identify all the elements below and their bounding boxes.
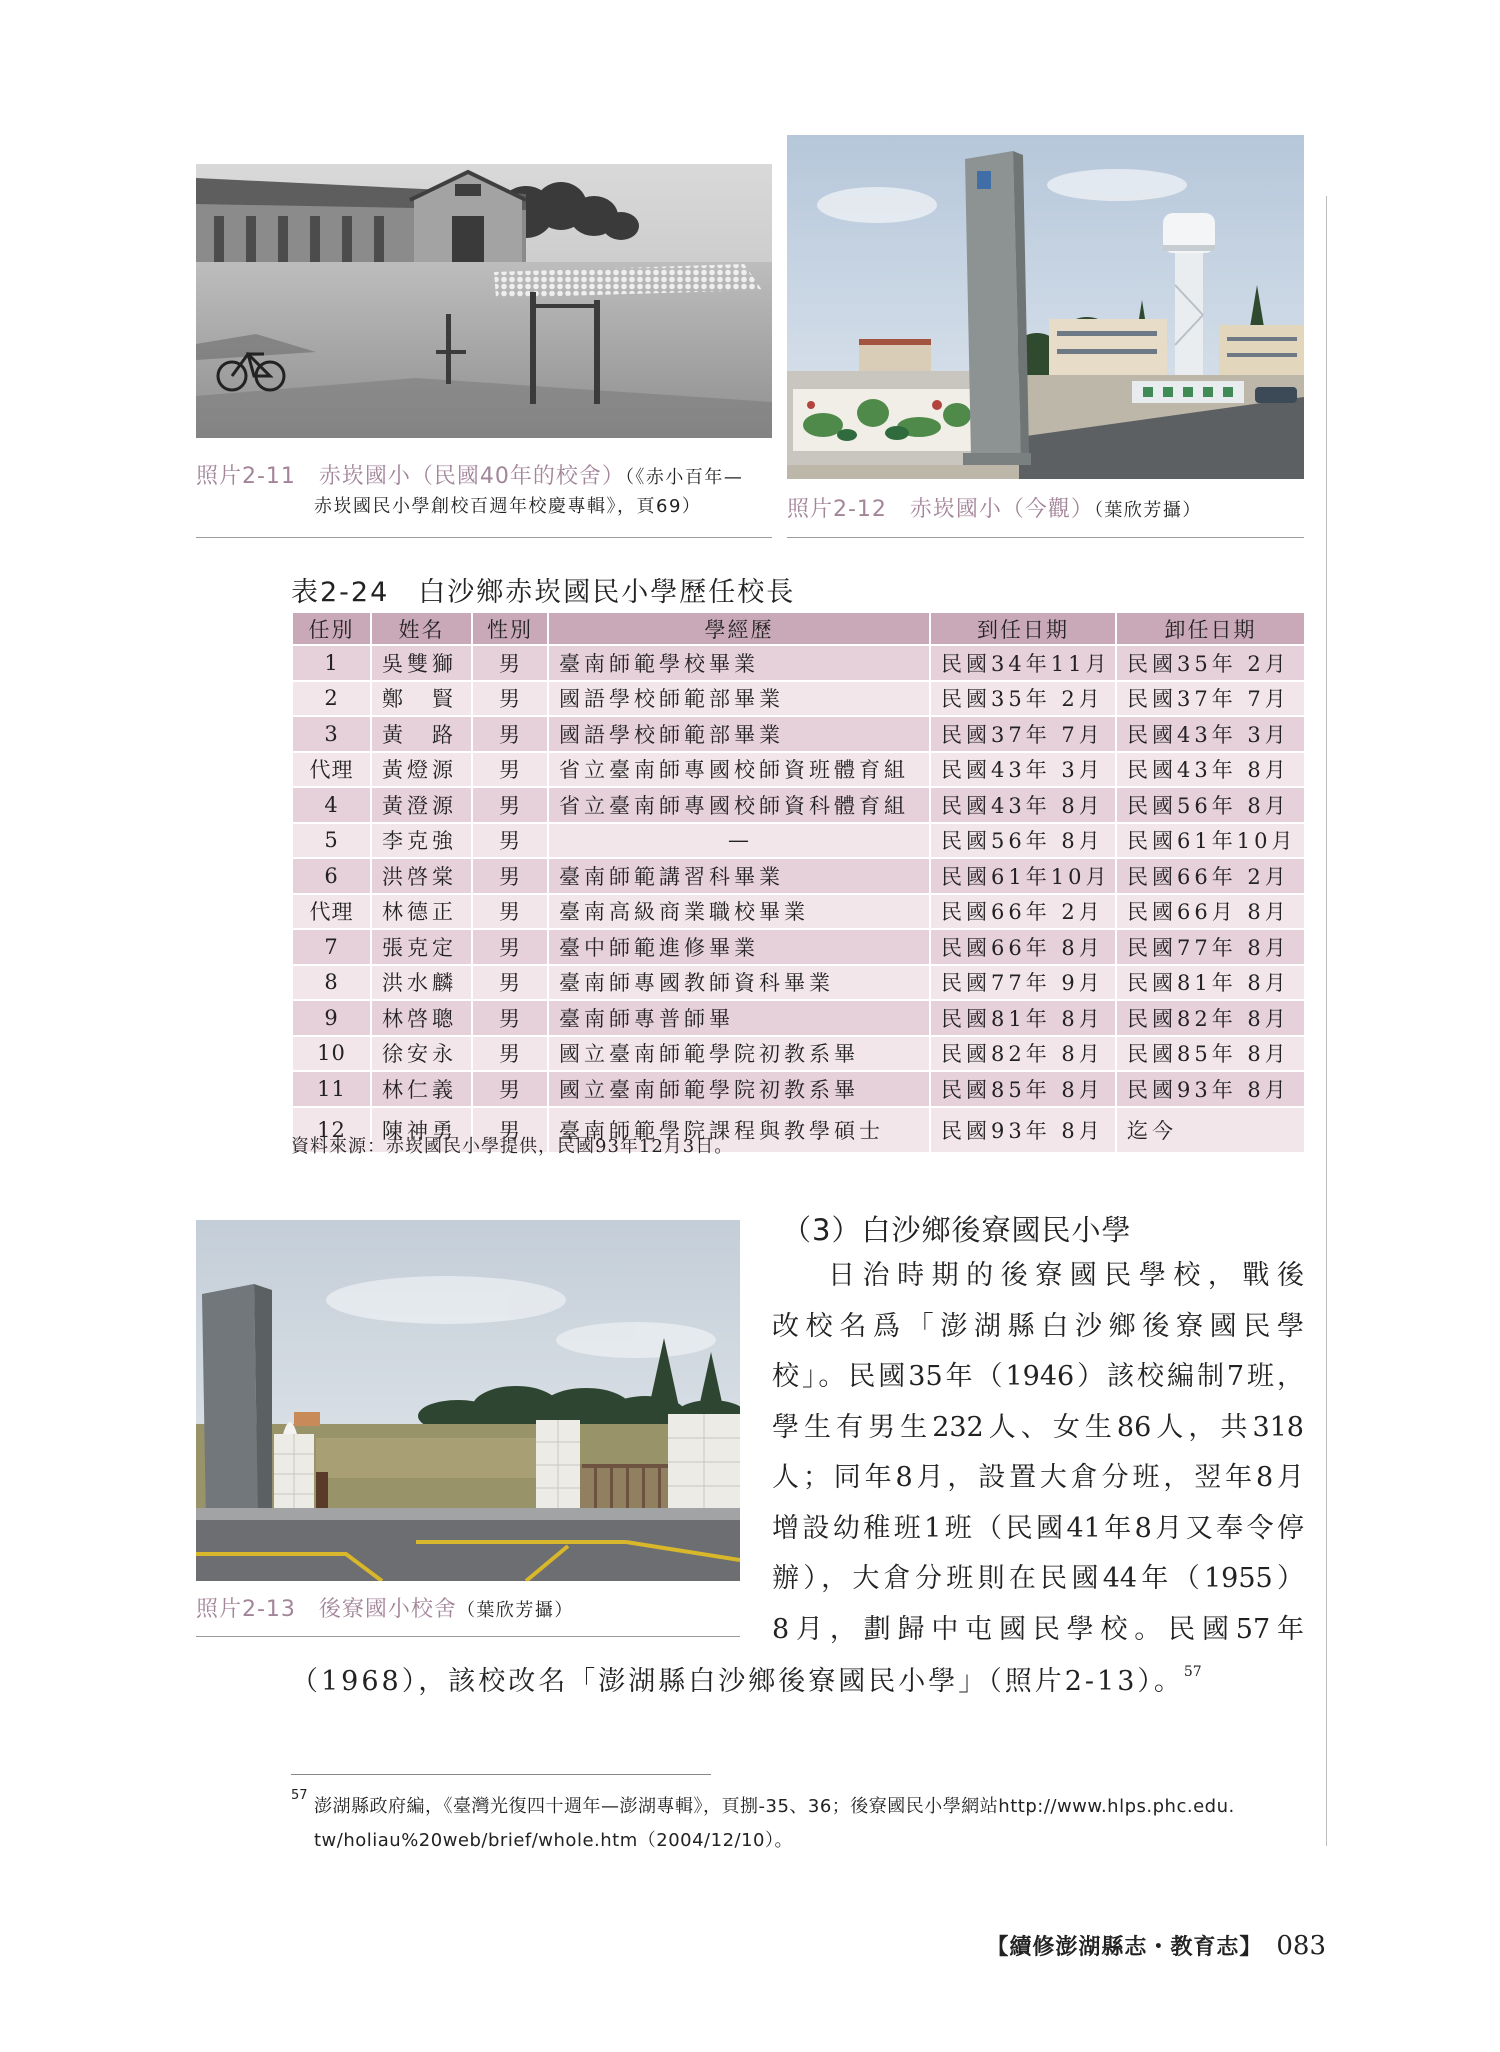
cell-end-date: 迄今 xyxy=(1116,1107,1305,1153)
cell-name: 徐安永 xyxy=(371,1036,472,1072)
table-row xyxy=(292,858,1305,894)
cell-education: 臺南師範講習科畢業 xyxy=(548,858,930,894)
mural-wall xyxy=(787,371,989,465)
table-title: 表2-24 白沙鄉赤崁國民小學歷任校長 xyxy=(291,577,796,608)
table-row xyxy=(292,716,1305,752)
stone-pillar xyxy=(202,1284,272,1522)
cell-gender: 男 xyxy=(472,894,548,930)
body-line: 改校名爲「澎湖縣白沙鄉後寮國民學 xyxy=(772,1310,1304,1342)
header-end-date: 卸任日期 xyxy=(1116,612,1305,645)
body-last-line xyxy=(291,1657,1202,1707)
cell-name: 黃燈源 xyxy=(371,752,472,788)
cell-gender: 男 xyxy=(472,1036,548,1072)
cell-name: 黃澄源 xyxy=(371,787,472,823)
cell-name: 李克強 xyxy=(371,823,472,859)
cell-term: 3 xyxy=(292,716,371,752)
cell-start-date: 民國93年 8月 xyxy=(930,1107,1116,1153)
header-gender: 性別 xyxy=(472,612,548,645)
footnote-number: 57 xyxy=(291,1788,308,1803)
cell-education: 國立臺南師範學院初教系畢 xyxy=(548,1071,930,1107)
body-line: 學生有男生232人、女生86人，共318 xyxy=(772,1411,1304,1443)
cell-gender: 男 xyxy=(472,1000,548,1036)
cell-name: 林啓聰 xyxy=(371,1000,472,1036)
cell-end-date: 民國56年 8月 xyxy=(1116,787,1305,823)
photo-2-13-caption xyxy=(196,1592,574,1623)
cell-term: 8 xyxy=(292,965,371,1001)
cell-name: 鄭 賢 xyxy=(371,681,472,717)
photo-2-11-old-school-building xyxy=(196,164,772,438)
cell-education: 臺南高級商業職校畢業 xyxy=(548,894,930,930)
cell-start-date: 民國82年 8月 xyxy=(930,1036,1116,1072)
cell-start-date: 民國37年 7月 xyxy=(930,716,1116,752)
table-row xyxy=(292,752,1305,788)
table-body xyxy=(292,645,1305,1153)
cell-start-date: 民國56年 8月 xyxy=(930,823,1116,859)
cell-gender: 男 xyxy=(472,716,548,752)
cell-term: 代理 xyxy=(292,752,371,788)
body-line: 增設幼稚班1班（民國41年8月又奉令停 xyxy=(772,1512,1304,1544)
body-text xyxy=(772,1251,1304,1655)
cell-term: 11 xyxy=(292,1071,371,1107)
caption-label: 照片2-13 後寮國小校舍 xyxy=(196,1597,457,1622)
cell-education: 省立臺南師專國校師資科體育組 xyxy=(548,787,930,823)
table-row xyxy=(292,681,1305,717)
cell-start-date: 民國43年 8月 xyxy=(930,787,1116,823)
cell-start-date: 民國35年 2月 xyxy=(930,681,1116,717)
cell-education: 臺南師專國教師資科畢業 xyxy=(548,965,930,1001)
table-row xyxy=(292,645,1305,681)
cell-end-date: 民國37年 7月 xyxy=(1116,681,1305,717)
cell-education: 國語學校師範部畢業 xyxy=(548,716,930,752)
caption-source: （葉欣芳攝） xyxy=(1093,500,1202,521)
road xyxy=(196,1520,740,1581)
cell-term: 10 xyxy=(292,1036,371,1072)
cell-education: 臺南師範學校畢業 xyxy=(548,645,930,681)
body-line: 日治時期的後寮國民學校，戰後 xyxy=(828,1260,1304,1291)
cell-term: 1 xyxy=(292,645,371,681)
cell-end-date: 民國85年 8月 xyxy=(1116,1036,1305,1072)
cell-start-date: 民國34年11月 xyxy=(930,645,1116,681)
cell-term: 12 xyxy=(292,1107,371,1153)
photo-2-12-caption xyxy=(787,492,1202,523)
table-row xyxy=(292,1036,1305,1072)
table-row xyxy=(292,787,1305,823)
header-term: 任別 xyxy=(292,612,371,645)
table-row xyxy=(292,1071,1305,1107)
cell-name: 黃 路 xyxy=(371,716,472,752)
cell-term: 5 xyxy=(292,823,371,859)
cell-start-date: 民國61年10月 xyxy=(930,858,1116,894)
page-footer xyxy=(986,1930,1326,1961)
car xyxy=(1255,387,1297,403)
table-row xyxy=(292,1000,1305,1036)
section-heading: （3）白沙鄉後寮國民小學 xyxy=(782,1213,1132,1247)
caption-divider-left xyxy=(196,537,772,538)
cell-gender: 男 xyxy=(472,752,548,788)
cell-term: 9 xyxy=(292,1000,371,1036)
cell-end-date: 民國82年 8月 xyxy=(1116,1000,1305,1036)
cell-education: 國立臺南師範學院初教系畢 xyxy=(548,1036,930,1072)
cell-name: 洪水麟 xyxy=(371,965,472,1001)
body-line: （1968），該校改名「澎湖縣白沙鄉後寮國民小學」（照片2-13）。 xyxy=(291,1666,1184,1697)
body-line: 8月，劃歸中屯國民學校。民國57年 xyxy=(772,1613,1304,1645)
cell-name: 陳神勇 xyxy=(371,1107,472,1153)
cell-end-date: 民國43年 8月 xyxy=(1116,752,1305,788)
cell-gender: 男 xyxy=(472,858,548,894)
page-number: 083 xyxy=(1276,1931,1326,1961)
body-line: 人；同年8月，設置大倉分班，翌年8月 xyxy=(772,1462,1304,1493)
table-row xyxy=(292,965,1305,1001)
cell-education: 臺南師專普師畢 xyxy=(548,1000,930,1036)
cell-gender: 男 xyxy=(472,929,548,965)
cell-name: 吳雙獅 xyxy=(371,645,472,681)
cell-gender: 男 xyxy=(472,681,548,717)
fence-sign xyxy=(1132,381,1244,403)
cell-name: 林德正 xyxy=(371,894,472,930)
cell-term: 4 xyxy=(292,787,371,823)
cell-education: — xyxy=(548,823,930,859)
cell-end-date: 民國35年 2月 xyxy=(1116,645,1305,681)
cell-start-date: 民國66年 2月 xyxy=(930,894,1116,930)
cell-education: 省立臺南師專國校師資班體育組 xyxy=(548,752,930,788)
caption-divider-right xyxy=(787,537,1304,538)
cell-end-date: 民國43年 3月 xyxy=(1116,716,1305,752)
header-start-date: 到任日期 xyxy=(930,612,1116,645)
cell-end-date: 民國81年 8月 xyxy=(1116,965,1305,1001)
footnote-line: 澎湖縣政府編，《臺灣光復四十週年—澎湖專輯》，頁捌-35、36；後寮國民小學網站http://www.hlps.phc.edu. xyxy=(314,1796,1235,1817)
cell-start-date: 民國66年 8月 xyxy=(930,929,1116,965)
cell-gender: 男 xyxy=(472,1107,548,1153)
cell-start-date: 民國81年 8月 xyxy=(930,1000,1116,1036)
header-name: 姓名 xyxy=(371,612,472,645)
cell-gender: 男 xyxy=(472,787,548,823)
cell-education: 國語學校師範部畢業 xyxy=(548,681,930,717)
caption-source: （《赤小百年— xyxy=(624,467,744,488)
cell-name: 張克定 xyxy=(371,929,472,965)
caption-divider-bottom xyxy=(196,1636,740,1637)
caption-label: 照片2-12 赤崁國小（今觀） xyxy=(787,497,1094,522)
footnote-divider xyxy=(291,1774,711,1775)
cell-end-date: 民國93年 8月 xyxy=(1116,1071,1305,1107)
table-row xyxy=(292,894,1305,930)
table-header-row xyxy=(292,612,1305,645)
footnote-reference: 57 xyxy=(1183,1664,1202,1680)
header-education: 學經歷 xyxy=(548,612,930,645)
cell-end-date: 民國66年 2月 xyxy=(1116,858,1305,894)
cell-name: 洪啓棠 xyxy=(371,858,472,894)
photo-2-11-caption xyxy=(196,459,743,490)
cell-start-date: 民國77年 9月 xyxy=(930,965,1116,1001)
cell-term: 6 xyxy=(292,858,371,894)
table-row xyxy=(292,823,1305,859)
body-line: 校」。民國35年（1946）該校編制7班， xyxy=(772,1361,1304,1392)
table-source-note: 資料來源：赤崁國民小學提供，民國93年12月3日。 xyxy=(291,1136,734,1157)
school-name-pillar xyxy=(963,151,1031,465)
cell-education: 臺中師範進修畢業 xyxy=(548,929,930,965)
tiled-pillar-left xyxy=(274,1434,314,1514)
footnote-line: tw/holiau%20web/brief/whole.htm（2004/12/10）。 xyxy=(314,1830,793,1851)
caption-label: 照片2-11 赤崁國小（民國40年的校舍） xyxy=(196,464,625,489)
cell-name: 林仁義 xyxy=(371,1071,472,1107)
caption-source: （葉欣芳攝） xyxy=(456,1600,574,1621)
cell-start-date: 民國43年 3月 xyxy=(930,752,1116,788)
cell-gender: 男 xyxy=(472,965,548,1001)
cell-gender: 男 xyxy=(472,645,548,681)
photo-2-12-school-today xyxy=(787,135,1304,479)
cell-term: 代理 xyxy=(292,894,371,930)
photo-2-11-caption-source-line2: 赤崁國民小學創校百週年校慶專輯》，頁69） xyxy=(314,496,702,517)
cell-education: 臺南師範學院課程與教學碩士 xyxy=(548,1107,930,1153)
body-line: 辦），大倉分班則在民國44年（1955） xyxy=(772,1563,1304,1594)
running-title: 【續修澎湖縣志・教育志】 xyxy=(986,1934,1263,1960)
cell-start-date: 民國85年 8月 xyxy=(930,1071,1116,1107)
cell-end-date: 民國66月 8月 xyxy=(1116,894,1305,930)
principals-table xyxy=(291,611,1306,1154)
cell-term: 2 xyxy=(292,681,371,717)
cell-gender: 男 xyxy=(472,1071,548,1107)
cell-end-date: 民國77年 8月 xyxy=(1116,929,1305,965)
cell-end-date: 民國61年10月 xyxy=(1116,823,1305,859)
cell-gender: 男 xyxy=(472,823,548,859)
table-row xyxy=(292,929,1305,965)
margin-rule xyxy=(1326,196,1327,1846)
cell-term: 7 xyxy=(292,929,371,965)
photo-2-13-houliao-school-gate xyxy=(196,1220,740,1581)
